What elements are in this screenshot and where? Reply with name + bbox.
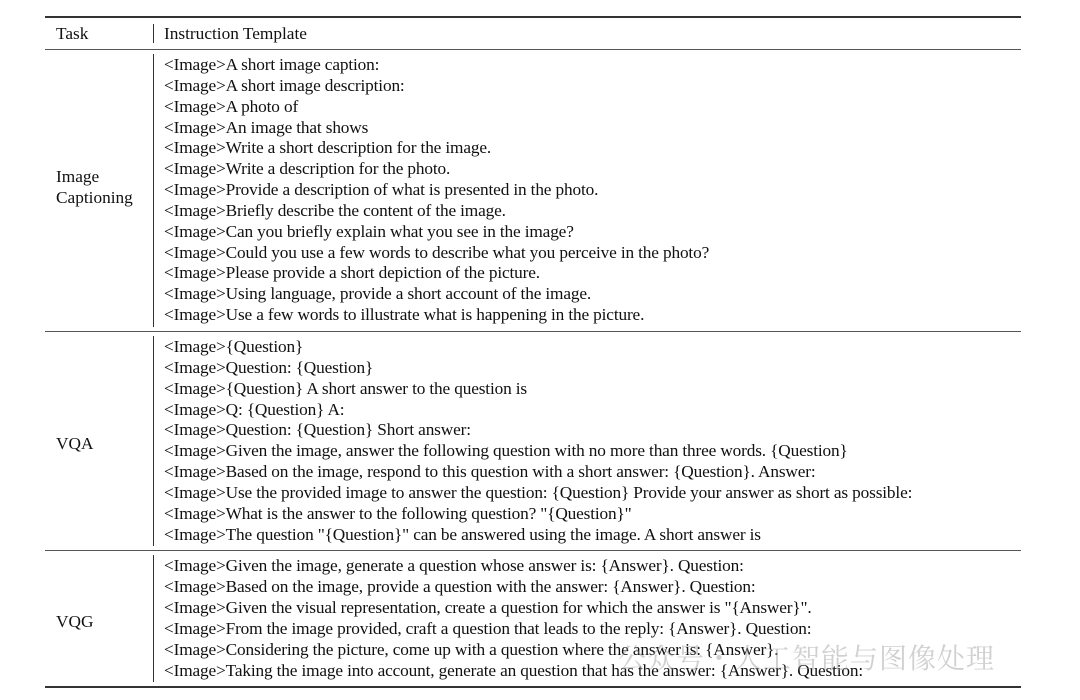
template-line: <Image>Can you briefly explain what you see in the image? (164, 221, 574, 241)
template-line: <Image>Question: {Question} Short answer: (164, 420, 471, 440)
template-line: <Image>Given the image, generate a question whose answer is: {Answer}. Question: (164, 556, 744, 576)
template-line: <Image>Question: {Question} (164, 357, 374, 377)
task-label-line: VQA (56, 433, 94, 453)
template-list (153, 337, 1021, 545)
template-line: <Image>Given the image, answer the following question with no more than three words. {Question} (164, 441, 848, 461)
template-line: <Image>Given the visual representation, create a question for which the answer is "{Answer}". (164, 598, 812, 618)
template-line: <Image>Provide a description of what is presented in the photo. (164, 180, 599, 200)
template-line: <Image>Use a few words to illustrate what is happening in the picture. (164, 305, 645, 325)
header-template: Instruction Template (164, 24, 307, 43)
section-image-captioning (45, 50, 1021, 331)
task-label-line: Image (56, 167, 100, 186)
template-line: <Image>From the image provided, craft a question that leads to the reply: {Answer}. Question: (164, 618, 812, 638)
template-line: <Image>{Question} A short answer to the question is (164, 378, 527, 398)
template-line: <Image>Could you use a few words to describe what you perceive in the photo? (164, 242, 710, 262)
task-cell (45, 337, 153, 545)
bottom-rule (45, 686, 1021, 688)
task-cell (45, 55, 153, 326)
column-separator (153, 336, 154, 546)
column-separator (153, 24, 154, 43)
template-line: <Image>{Question} (164, 336, 304, 356)
task-cell (45, 556, 153, 681)
template-line: <Image>A short image description: (164, 75, 405, 95)
template-line: <Image>Based on the image, respond to this question with a short answer: {Question}. Answer: (164, 462, 816, 482)
template-line: <Image>Q: {Question} A: (164, 399, 345, 419)
template-line: <Image>Briefly describe the content of the image. (164, 200, 506, 220)
template-line: <Image>Use the provided image to answer the question: {Question} Provide your answer as short as possible: (164, 482, 913, 502)
template-line: <Image>What is the answer to the following question? "{Question}" (164, 503, 632, 523)
template-line: <Image>Based on the image, provide a question with the answer: {Answer}. Question: (164, 577, 756, 597)
template-line: <Image>Using language, provide a short account of the image. (164, 284, 592, 304)
task-label (56, 612, 93, 633)
header-row (45, 18, 1021, 49)
template-list (153, 55, 1021, 326)
task-label (56, 167, 133, 208)
template-line: <Image>Please provide a short depiction of the picture. (164, 263, 540, 283)
template-line: <Image>Write a description for the photo. (164, 159, 451, 179)
task-label (56, 434, 93, 455)
column-separator (153, 555, 154, 682)
template-line: <Image>The question "{Question}" can be answered using the image. A short answer is (164, 524, 761, 544)
section-vqa (45, 332, 1021, 550)
template-line: <Image>A photo of (164, 96, 299, 116)
task-label-line: VQG (56, 612, 94, 632)
template-line: <Image>A short image caption: (164, 55, 380, 74)
task-label-line: Captioning (56, 187, 133, 207)
template-line: <Image>Taking the image into account, generate an question that has the answer: {Answer}. Question: (164, 660, 864, 680)
instruction-template-table (45, 16, 1021, 688)
template-line: <Image>An image that shows (164, 117, 369, 137)
template-line: <Image>Considering the picture, come up with a question where the answer is: {Answer}. (164, 639, 779, 659)
template-line: <Image>Write a short description for the image. (164, 138, 492, 158)
header-task: Task (56, 24, 89, 43)
watermark-text: 公众号・人工智能与图像处理 (618, 642, 996, 675)
column-separator (153, 54, 154, 327)
